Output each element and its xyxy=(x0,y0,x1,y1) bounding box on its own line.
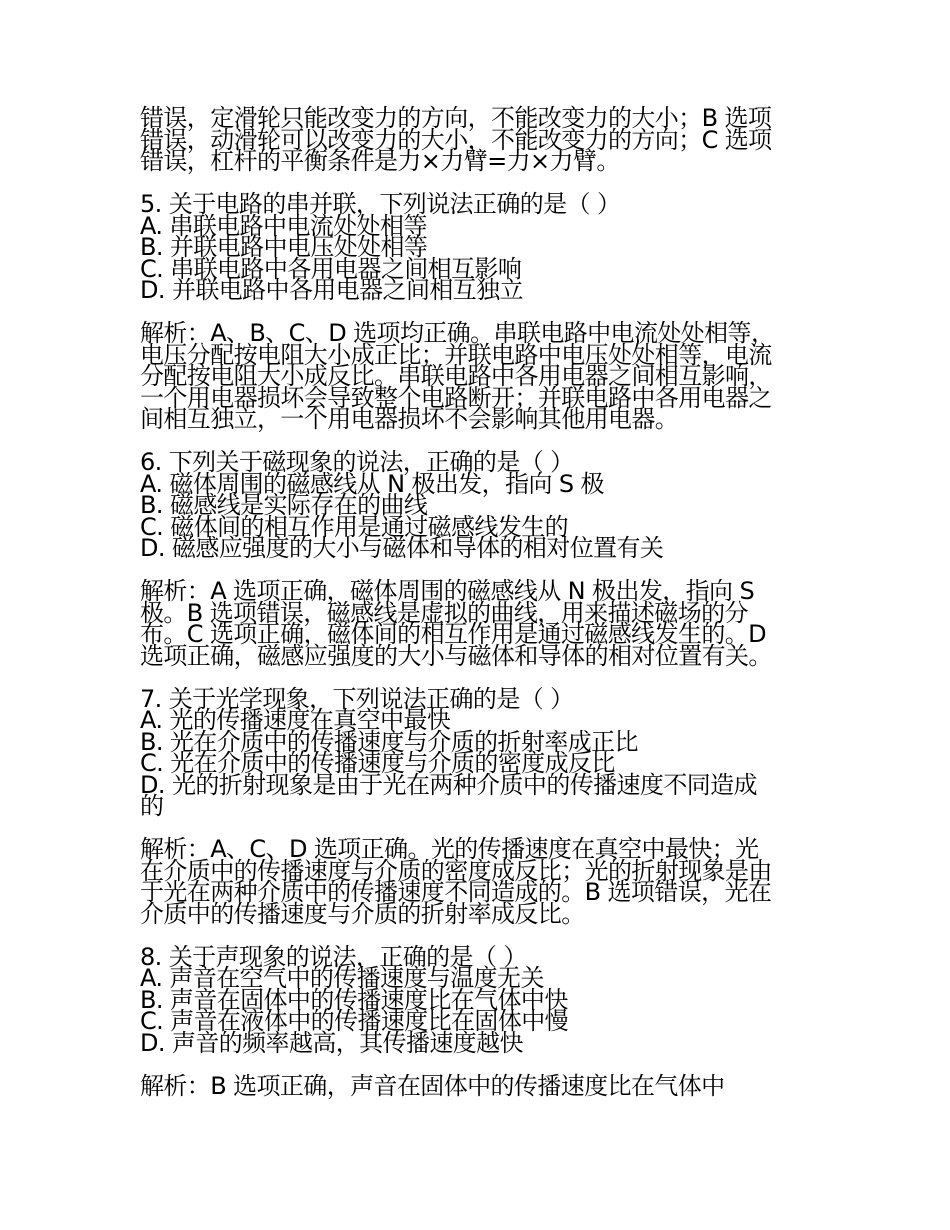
question-6 xyxy=(140,448,820,562)
option-c: C. 串联电路中各用电器之间相互影响 xyxy=(140,254,522,283)
option-c: C. 光在介质中的传播速度与介质的密度成反比 xyxy=(140,749,615,777)
analysis-line: 间相互独立，一个用电器损坏不会影响其他用电器。 xyxy=(140,405,679,433)
document-page xyxy=(140,104,820,1119)
option-c: C. 声音在液体中的传播速度比在固体中慢 xyxy=(140,1007,569,1035)
analysis-line: 一个用电器损坏会导致整个电路断开；并联电路中各用电器之 xyxy=(140,383,772,412)
option-d: D. 磁感应强度的大小与磁体和导体的相对位置有关 xyxy=(140,534,664,562)
text-line: 错误，动滑轮可以改变力的大小，不能改变力的方向；C 选项 xyxy=(140,125,772,154)
question-7 xyxy=(140,684,820,820)
option-d-continued: 的 xyxy=(140,792,164,820)
analysis-7 xyxy=(140,835,820,928)
analysis-line: 选项正确，磁感应强度的大小与磁体和导体的相对位置有关。 xyxy=(140,641,772,670)
analysis-line: 分配按电阻大小成反比。串联电路中各用电器之间相互影响， xyxy=(140,362,772,390)
text-line: 错误，杠杆的平衡条件是力×力臂=力×力臂。 xyxy=(140,147,620,175)
option-a: A. 声音在空气中的传播速度与温度无关 xyxy=(140,964,544,992)
analysis-line: 介质中的传播速度与介质的折射率成反比。 xyxy=(140,899,585,928)
analysis-line: 解析：A、B、C、D 选项均正确。串联电路中电流处处相等， xyxy=(140,319,775,347)
option-d: D. 并联电路中各用电器之间相互独立 xyxy=(140,276,523,304)
analysis-line: 解析：A、C、D 选项正确。光的传播速度在真空中最快；光 xyxy=(140,835,759,863)
question-title: 5. 关于电路的串并联，下列说法正确的是（ ） xyxy=(140,190,621,218)
question-title: 7. 关于光学现象，下列说法正确的是（ ） xyxy=(140,684,574,713)
analysis-line: 解析：A 选项正确，磁体周围的磁感线从 N 极出发，指向 S xyxy=(140,577,755,605)
analysis-8 xyxy=(140,1071,820,1100)
option-d: D. 光的折射现象是由于光在两种介质中的传播速度不同造成 xyxy=(140,770,757,799)
analysis-line: 电压分配按电阻大小成正比；并联电路中电压处处相等，电流 xyxy=(140,340,772,369)
text-line: 错误，定滑轮只能改变力的方向，不能改变力的大小；B 选项 xyxy=(140,104,772,132)
option-d: D. 声音的频率越高，其传播速度越快 xyxy=(140,1028,523,1057)
analysis-5 xyxy=(140,319,820,433)
option-a: A. 磁体周围的磁感线从 N 极出发，指向 S 极 xyxy=(140,469,604,498)
analysis-6 xyxy=(140,577,820,670)
analysis-line: 于光在两种介质中的传播速度不同造成的。B 选项错误，光在 xyxy=(140,878,772,906)
option-a: A. 光的传播速度在真空中最快 xyxy=(140,706,451,734)
option-a: A. 串联电路中电流处处相等 xyxy=(140,211,427,240)
analysis-line: 极。B 选项错误，磁感线是虚拟的曲线，用来描述磁场的分 xyxy=(140,598,748,627)
option-b: B. 磁感线是实际存在的曲线 xyxy=(140,491,428,519)
option-c: C. 磁体间的相互作用是通过磁感线发生的 xyxy=(140,512,569,541)
analysis-line: 在介质中的传播速度与介质的密度成反比；光的折射现象是由 xyxy=(140,856,772,885)
question-8 xyxy=(140,942,820,1057)
analysis-line: 布。C 选项正确，磁体间的相互作用是通过磁感线发生的。D xyxy=(140,620,767,648)
question-title: 6. 下列关于磁现象的说法，正确的是（ ） xyxy=(140,448,574,476)
option-b: B. 光在介质中的传播速度与介质的折射率成正比 xyxy=(140,727,638,756)
analysis-line: 解析：B 选项正确，声音在固体中的传播速度比在气体中 xyxy=(140,1071,725,1100)
option-b: B. 声音在固体中的传播速度比在气体中快 xyxy=(140,985,568,1014)
previous-answer-explanation xyxy=(140,104,820,175)
question-title: 8. 关于声现象的说法，正确的是（ ） xyxy=(140,942,527,971)
option-b: B. 并联电路中电压处处相等 xyxy=(140,233,428,261)
question-5 xyxy=(140,190,820,304)
